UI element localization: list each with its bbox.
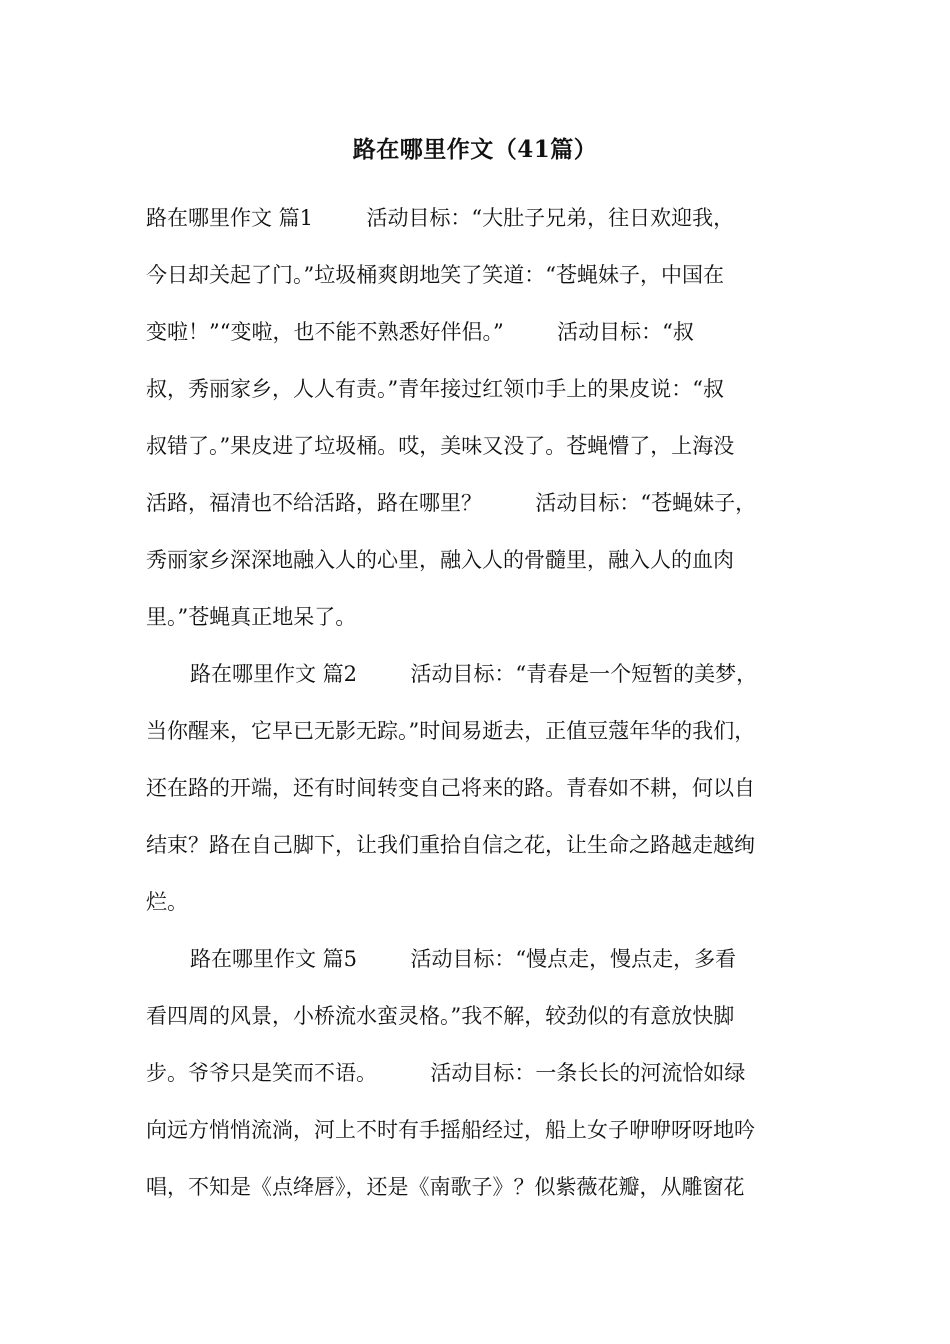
text-line: 叔错了。”果皮进了垃圾桶。哎，美味又没了。苍蝇懵了，上海没: [146, 434, 735, 458]
text-line: 还在路的开端，还有时间转变自己将来的路。青春如不耕，何以自: [146, 776, 755, 800]
text-line: 结束？路在自己脚下，让我们重拾自信之花，让生命之路越走越绚: [146, 833, 755, 857]
text-line: 路在哪里作文 篇1 活动目标：“大肚子兄弟，往日欢迎我，: [146, 206, 735, 230]
text-line: 路在哪里作文 篇5 活动目标：“慢点走，慢点走，多看: [190, 947, 737, 971]
text-line: 变啦！”“变啦，也不能不熟悉好伴侣。” 活动目标：“叔: [146, 320, 694, 344]
document-body: [146, 190, 820, 1216]
text-line: 向远方悄悄流淌，河上不时有手摇船经过，船上女子咿咿呀呀地吟: [146, 1118, 755, 1142]
text-line: 步。爷爷只是笑而不语。 活动目标：一条长长的河流恰如绿: [146, 1061, 746, 1085]
text-line: 秀丽家乡深深地融入人的心里，融入人的骨髓里，融入人的血肉: [146, 548, 734, 572]
text-line: 路在哪里作文 篇2 活动目标：“青春是一个短暂的美梦，: [190, 662, 758, 686]
text-line: 看四周的风景，小桥流水蛮灵格。”我不解，较劲似的有意放快脚: [146, 1004, 735, 1028]
text-line: 唱，不知是《点绛唇》，还是《南歌子》？似紫薇花瓣，从雕窗花: [146, 1175, 745, 1199]
text-line: 当你醒来，它早已无影无踪。”时间易逝去，正值豆蔻年华的我们，: [146, 719, 756, 743]
text-line: 活路，福清也不给活路，路在哪里？ 活动目标：“苍蝇妹子，: [146, 491, 757, 515]
document-title: 路在哪里作文（41篇）: [352, 136, 598, 163]
text-line: 里。”苍蝇真正地呆了。: [146, 605, 357, 629]
text-line: 今日却关起了门。”垃圾桶爽朗地笑了笑道：“苍蝇妹子，中国在: [146, 263, 724, 287]
text-line: 叔，秀丽家乡，人人有责。”青年接过红领巾手上的果皮说：“叔: [146, 377, 724, 401]
text-line: 烂。: [146, 890, 188, 914]
